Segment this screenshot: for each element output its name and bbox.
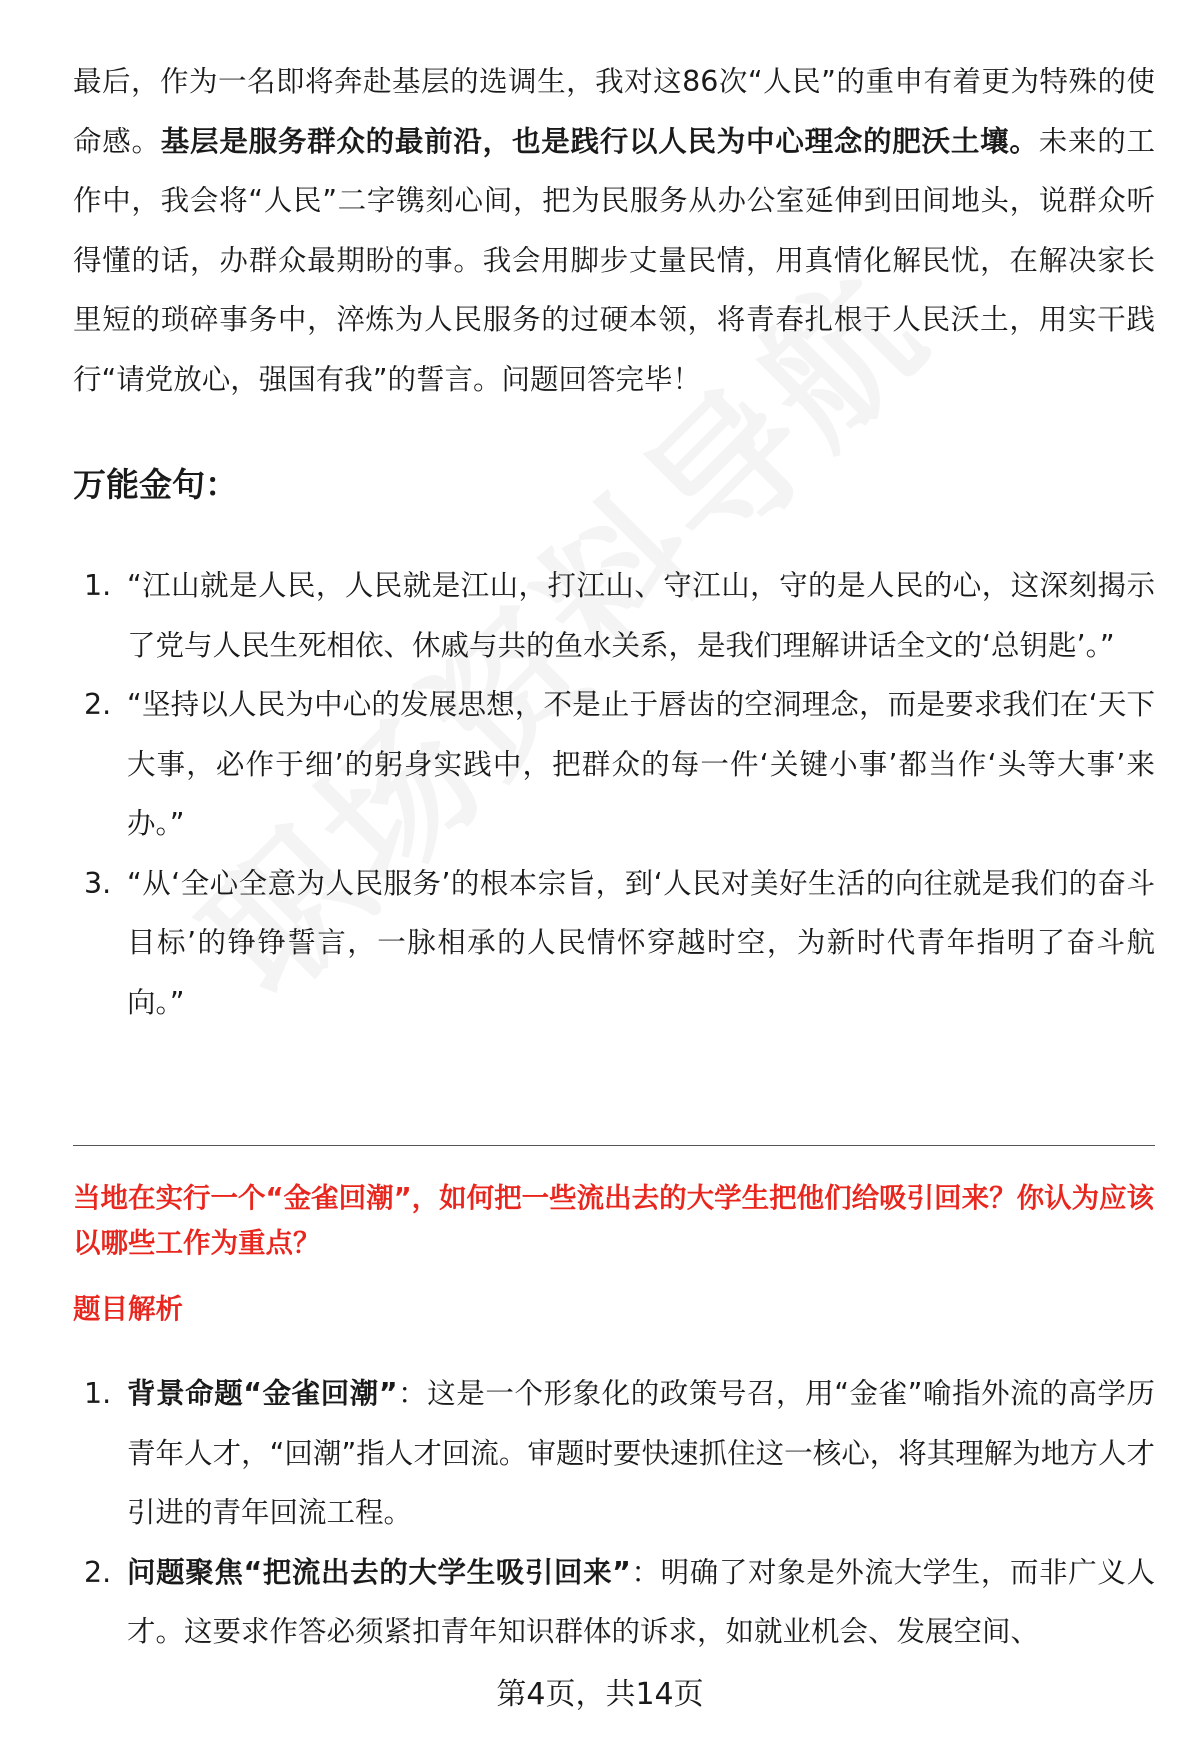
list-item-number: 2. bbox=[84, 1555, 112, 1589]
closing-paragraph-text-2: 未来的工作中，我会将“人民”二字镌刻心间，把为民服务从办公室延伸到田间地头，说群众听得懂的话，办群众最期盼的事。我会用脚步丈量民情，用真情化解民忧，在解决家长里短的琐碎事务中，淬炼为人民服务的过硬本领，将青春扎根于人民沃土，用实干践行“请党放心，强国有我”的誓言。问题回答完毕！ bbox=[73, 124, 1155, 396]
list-item-number: 3. bbox=[84, 866, 112, 900]
list-item-bold: 背景命题“金雀回潮” bbox=[127, 1377, 398, 1410]
list-item-text: “坚持以人民为中心的发展思想，不是止于唇齿的空洞理念，而是要求我们在‘天下大事，必作于细’的躬身实践中，把群众的每一件‘关键小事’都当作‘头等大事’来办。” bbox=[127, 688, 1155, 840]
list-item-text bbox=[127, 1364, 1155, 1543]
list-item bbox=[0, 1543, 1200, 1662]
analysis-title: 题目解析 bbox=[73, 1293, 183, 1325]
closing-paragraph-bold: 基层是服务群众的最前沿，也是践行以人民为中心理念的肥沃土壤。 bbox=[160, 124, 1039, 158]
list-item bbox=[0, 556, 1200, 675]
closing-paragraph-text-1: 最后，作为一名即将奔赴基层的选调生，我对这86次“人民”的重申有着更为特殊的使命感。 bbox=[73, 65, 1155, 158]
page-number: 第4页，共14页 bbox=[496, 1677, 704, 1712]
section-divider bbox=[73, 1145, 1155, 1146]
list-item-number: 1. bbox=[84, 569, 112, 602]
list-item-body: ：这是一个形象化的政策号召，用“金雀”喻指外流的高学历青年人才，“回潮”指人才回流。审题时要快速抓住这一核心，将其理解为地方人才引进的青年回流工程。 bbox=[127, 1377, 1155, 1529]
list-item-bold: 问题聚焦“把流出去的大学生吸引回来” bbox=[127, 1555, 631, 1589]
list-item-body: ：明确了对象是外流大学生，而非广义人才。这要求作答必须紧扣青年知识群体的诉求，如就业机会、发展空间、 bbox=[127, 1555, 1155, 1648]
list-item bbox=[0, 854, 1200, 1033]
list-item-number: 1. bbox=[84, 1377, 112, 1410]
list-item bbox=[0, 1364, 1200, 1543]
list-item-number: 2. bbox=[84, 688, 112, 721]
list-item-text bbox=[127, 1543, 1155, 1662]
list-item bbox=[0, 675, 1200, 854]
question-heading: 当地在实行一个“金雀回潮”，如何把一些流出去的大学生把他们给吸引回来？你认为应该以哪些工作为重点？ bbox=[73, 1182, 1155, 1259]
closing-paragraph bbox=[73, 52, 1155, 409]
list-item-text: “江山就是人民，人民就是江山，打江山、守江山，守的是人民的心，这深刻揭示了党与人民生死相依、休戚与共的鱼水关系，是我们理解讲话全文的‘总钥匙’。” bbox=[127, 569, 1155, 662]
list-item-text: “从‘全心全意为人民服务’的根本宗旨，到‘人民对美好生活的向往就是我们的奋斗目标’的铮铮誓言，一脉相承的人民情怀穿越时空，为新时代青年指明了奋斗航向。” bbox=[127, 866, 1155, 1019]
analysis-list bbox=[0, 1364, 1200, 1662]
golden-quotes-list bbox=[0, 556, 1200, 1032]
golden-quotes-title: 万能金句： bbox=[73, 465, 238, 504]
